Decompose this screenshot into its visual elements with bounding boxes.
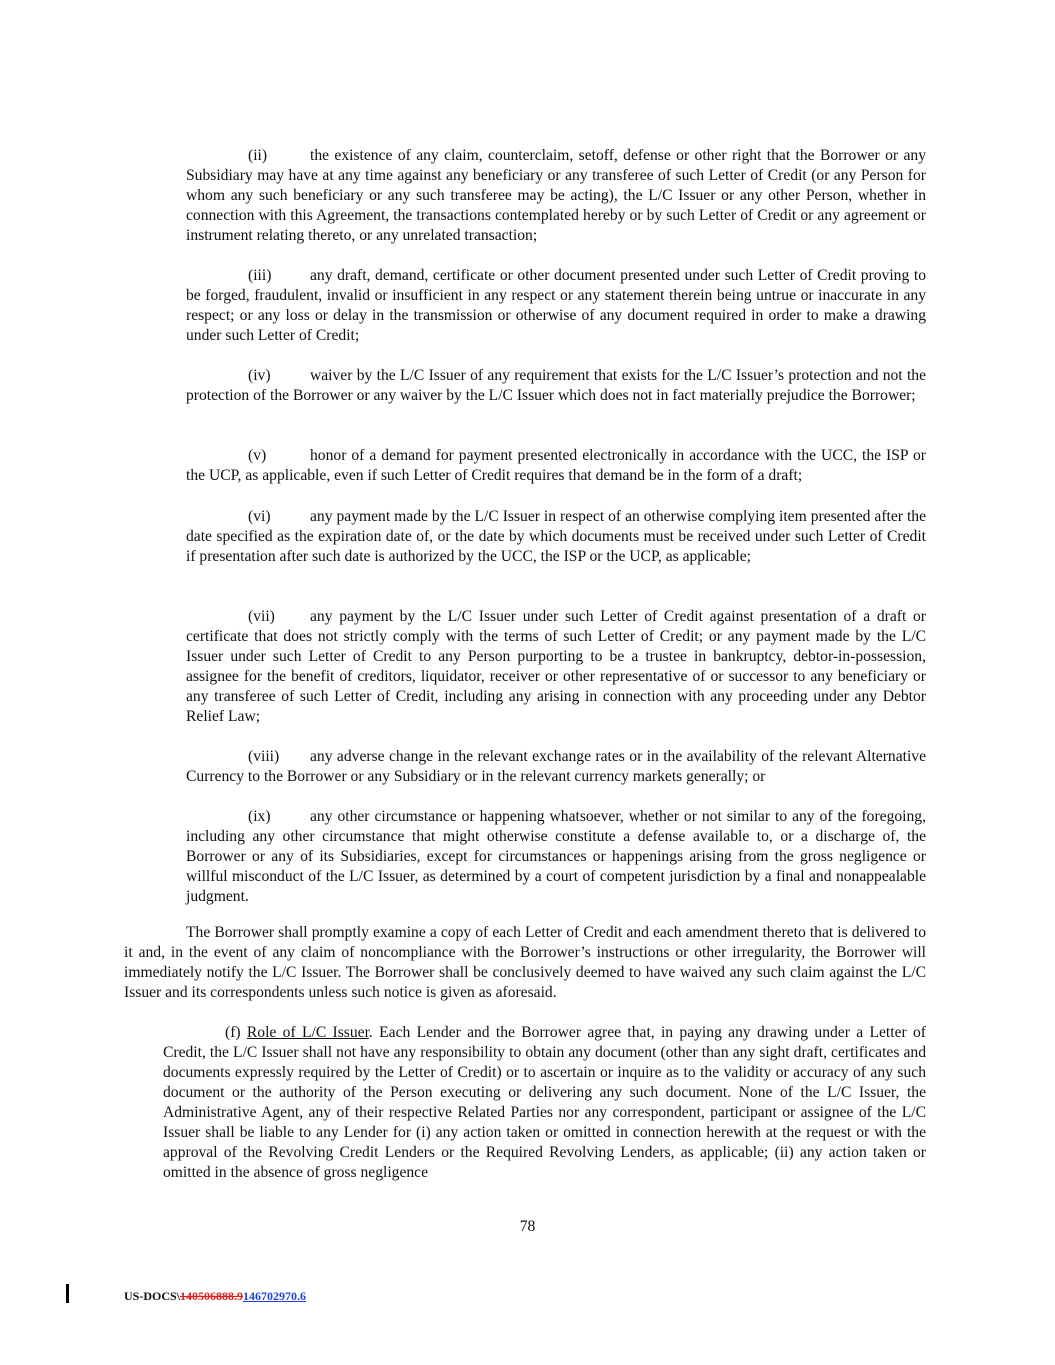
clause-v — [186, 446, 926, 486]
clause-number: (iii) — [248, 267, 272, 284]
clause-text: any adverse change in the relevant exchange rates or in the availability of the relevant Alternative Currency to the Borrower or any Subsidiary or in the relevant currency markets generally; or — [186, 748, 926, 785]
section-f-paragraph — [163, 1023, 926, 1183]
section-label: (f) — [225, 1024, 241, 1041]
clause-text: the existence of any claim, counterclaim, setoff, defense or other right that the Borrower or any Subsidiary may have at any time against any beneficiary or any transferee of such Letter of Credit (or any Person for whom any such beneficiary or any such transferee may be acting), the L/C Issuer or any other Person, whether in connection with this Agreement, the transactions contemplated hereby or by such Letter of Credit or any agreement or instrument relating thereto, or any unrelated transaction; — [186, 147, 926, 244]
clause-text: any other circumstance or happening whatsoever, whether or not similar to any of the foregoing, including any other circumstance that might otherwise constitute a defense available to, or a discharge of, the Borrower or any of its Subsidiaries, except for circumstances or happenings arising from the gross negligence or willful misconduct of the L/C Issuer, as determined by a court of competent jurisdiction by a final and nonappealable judgment. — [186, 808, 926, 905]
section-text: . Each Lender and the Borrower agree that, in paying any drawing under a Letter of Credit, the L/C Issuer shall not have any responsibility to obtain any document (other than any sight draft, certificates and documents expressly required by the Letter of Credit) or to ascertain or inquire as to the validity or accuracy of any such document or the authority of the Person executing or delivering any such document. None of the L/C Issuer, the Administrative Agent, any of their respective Related Parties nor any correspondent, participant or assignee of the L/C Issuer shall be liable to any Lender for (i) any action taken or omitted in connection herewith at the request or with the approval of the Revolving Credit Lenders or the Required Revolving Lenders, as applicable; (ii) any action taken or omitted in the absence of gross negligence — [163, 1024, 926, 1181]
clause-ii — [186, 146, 926, 246]
clause-vi — [186, 507, 926, 567]
clause-number: (viii) — [248, 748, 280, 765]
section-heading: Role of L/C Issuer — [246, 1024, 369, 1041]
clause-text: any payment by the L/C Issuer under such Letter of Credit against presentation of a draft or certificate that does not strictly comply with the terms of such Letter of Credit; or any payment made by the L/C Issuer under such Letter of Credit to any Person purporting to be a trustee in bankruptcy, debtor-in-possession, assignee for the benefit of creditors, liquidator, receiver or other representative of or successor to any beneficiary or any transferee of such Letter of Credit, including any arising in connection with any proceeding under any Debtor Relief Law; — [186, 608, 926, 725]
borrower-examination-paragraph: The Borrower shall promptly examine a copy of each Letter of Credit and each amendment thereto that is delivered to it and, in the event of any claim of noncompliance with the Borrower’s instructions or other irregularity, the Borrower will immediately notify the L/C Issuer. The Borrower shall be conclusively deemed to have waived any such claim against the L/C Issuer and its correspondents unless such notice is given as aforesaid. — [124, 924, 926, 1001]
clause-iv — [186, 366, 926, 406]
clause-text: waiver by the L/C Issuer of any requirement that exists for the L/C Issuer’s protection and not the protection of the Borrower or any waiver by the L/C Issuer which does not in fact materially prejudice the Borrower; — [186, 367, 926, 404]
clause-ix — [186, 807, 926, 907]
footer-inserted-doc-number: 146702970.6 — [243, 1289, 307, 1303]
clause-text: any payment made by the L/C Issuer in respect of an otherwise complying item presented after the date specified as the expiration date of, or the date by which documents must be received under such Letter of Credit if presentation after such date is authorized by the UCC, the ISP or the UCP, as applicable; — [186, 508, 926, 565]
document-footer — [124, 1289, 306, 1304]
clause-text: any draft, demand, certificate or other document presented under such Letter of Credit proving to be forged, fraudulent, invalid or insufficient in any respect or any statement therein being untrue or inaccurate in any respect; or any loss or delay in the transmission or otherwise of any document required in order to make a drawing under such Letter of Credit; — [186, 267, 926, 344]
clause-iii — [186, 266, 926, 346]
clause-viii — [186, 747, 926, 787]
page-number: 78 — [519, 1218, 536, 1235]
clause-number: (vi) — [248, 508, 271, 525]
clause-number: (v) — [248, 447, 267, 464]
clause-number: (vii) — [248, 608, 275, 625]
clause-number: (ix) — [248, 808, 271, 825]
footer-deleted-doc-number: 140506888.9 — [180, 1289, 244, 1303]
clause-vii — [186, 607, 926, 727]
change-bar — [66, 1284, 69, 1303]
clause-text: honor of a demand for payment presented electronically in accordance with the UCC, the ISP or the UCP, as applicable, even if such Letter of Credit requires that demand be in the form of a draft; — [186, 447, 926, 484]
footer-prefix: US-DOCS\ — [124, 1289, 181, 1303]
clause-number: (ii) — [248, 147, 268, 164]
clause-number: (iv) — [248, 367, 271, 384]
